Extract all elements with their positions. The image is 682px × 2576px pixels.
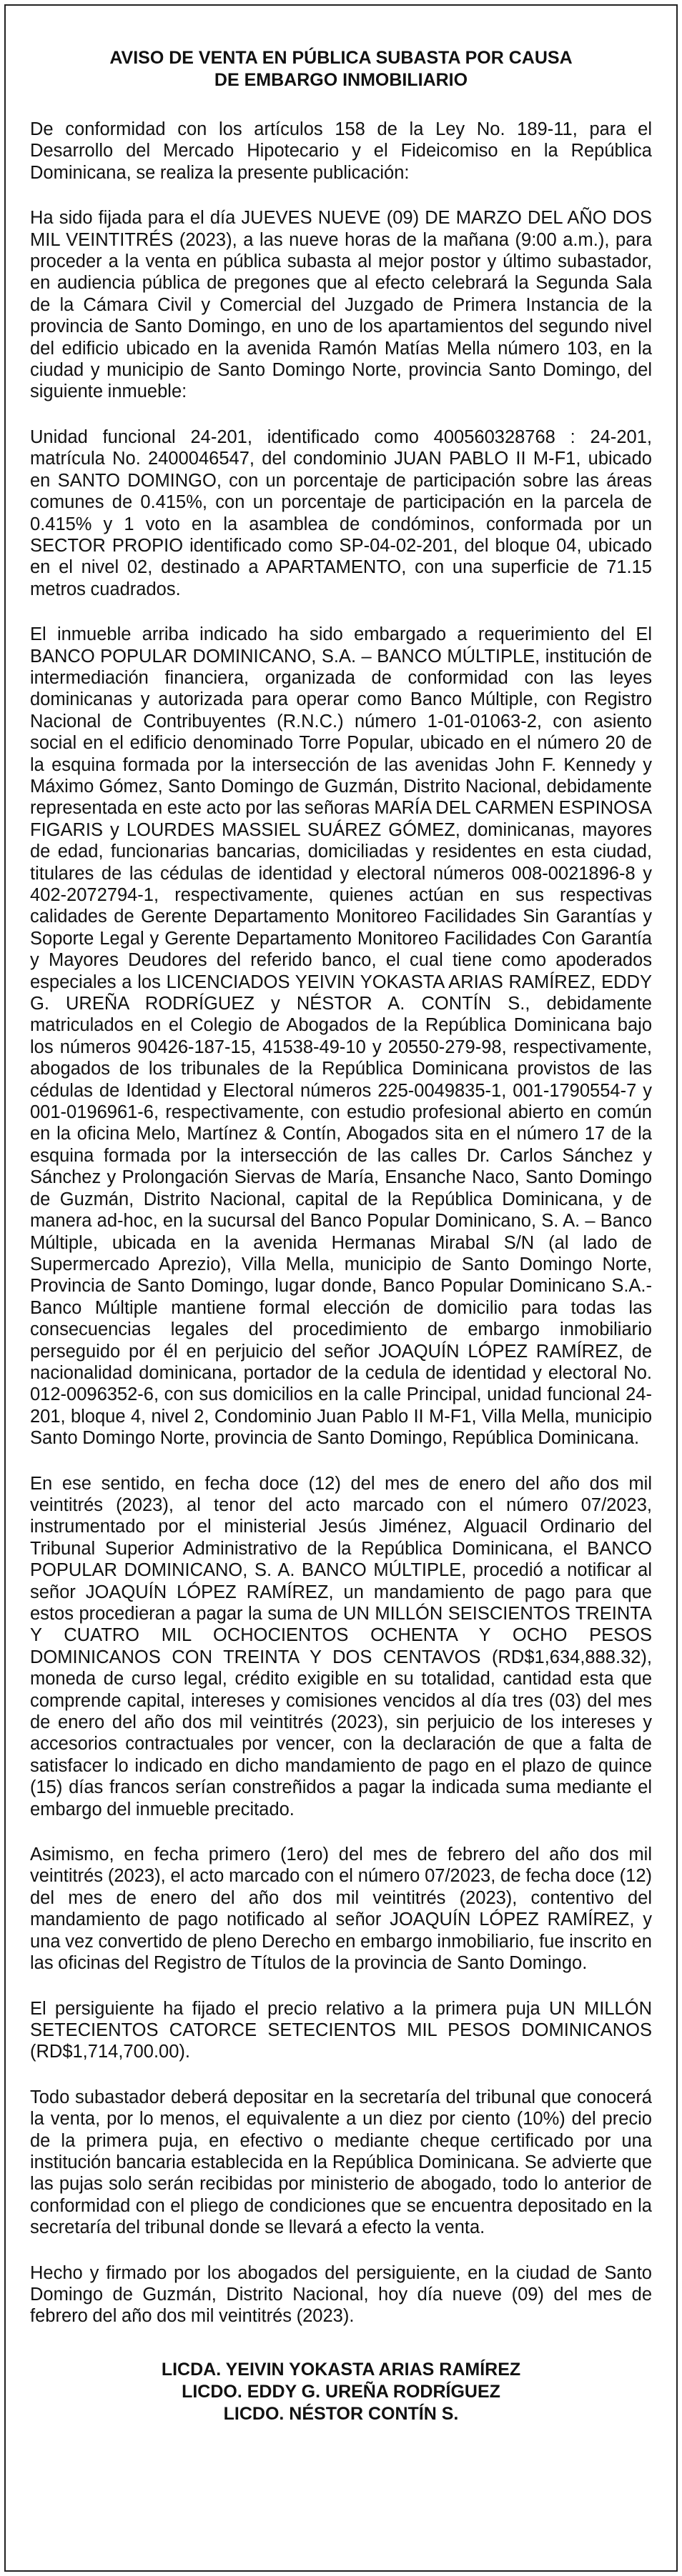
notice-title <box>30 47 652 91</box>
auction-date-paragraph: Ha sido fijada para el día JUEVES NUEVE (09) DE MARZO DEL AÑO DOS MIL VEINTITRÉS (2023), a las nueve horas de la mañana (9:00 a.m.), para proceder a la venta en pública subasta al mejor postor y último subastador, en audiencia pública de pregones que al efecto celebrará la Segunda Sala de la Cámara Civil y Comercial del Juzgado de Primera Instancia de la provincia de Santo Domingo, en uno de los apartamientos del segundo nivel del edificio ubicado en la avenida Ramón Matías Mella número 103, en la ciudad y municipio de Santo Domingo Norte, provincia Santo Domingo, del siguiente inmueble: <box>30 208 652 402</box>
signed-paragraph: Hecho y firmado por los abogados del persiguiente, en la ciudad de Santo Domingo de Guzmán, Distrito Nacional, hoy día nueve (09) del mes de febrero del año dos mil veintitrés (2023). <box>30 2262 652 2327</box>
signature-line-1: LICDA. YEIVIN YOKASTA ARIAS RAMÍREZ <box>161 2359 521 2380</box>
signature-line-2: LICDO. EDDY G. UREÑA RODRÍGUEZ <box>182 2381 500 2402</box>
notice-title-line-2: DE EMBARGO INMOBILIARIO <box>214 70 468 90</box>
first-bid-price-paragraph: El persiguiente ha fijado el precio relativo a la primera puja UN MILLÓN SETECIENTOS CATORCE SETECIENTOS MIL PESOS DOMINICANOS (RD$1,714,700.00). <box>30 1998 652 2062</box>
registration-paragraph: Asimismo, en fecha primero (1ero) del mes de febrero del año dos mil veintitrés (2023), el acto marcado con el número 07/2023, de fecha doce (12) del mes de enero del año dos mil veintitrés (2023), contentivo del mandamiento de pago notificado al señor JOAQUÍN LÓPEZ RAMÍREZ, y una vez convertido de pleno Derecho en embargo inmobiliario, fue inscrito en las oficinas del Registro de Títulos de la provincia de Santo Domingo. <box>30 1844 652 1974</box>
deposit-requirement-paragraph: Todo subastador deberá depositar en la secretaría del tribunal que conocerá la venta, por lo menos, el equivalente a un diez por ciento (10%) del precio de la primera puja, en efectivo o mediante cheque certificado por una institución bancaria establecida en la República Dominicana. Se advierte que las pujas solo serán recibidas por ministerio de abogado, todo lo anterior de conformidad con el pliego de condiciones que se encuentra depositado en la secretaría del tribunal donde se llevará a efecto la venta. <box>30 2087 652 2238</box>
signature-block <box>30 2359 652 2425</box>
intro-paragraph: De conformidad con los artículos 158 de la Ley No. 189-11, para el Desarrollo del Mercado Hipotecario y el Fideicomiso en la República Dominicana, se realiza la presente publicación: <box>30 119 652 183</box>
property-description-paragraph: Unidad funcional 24-201, identificado como 400560328768 : 24-201, matrícula No. 2400046547, del condominio JUAN PABLO II M-F1, ubicado en SANTO DOMINGO, con un porcentaje de participación sobre las áreas comunes de 0.415%, con un porcentaje de participación en la parcela de 0.415% y 1 voto en la asamblea de condóminos, conformada por un SECTOR PROPIO identificado como SP-04-02-201, del bloque 04, ubicado en el nivel 02, destinado a APARTAMENTO, con una superficie de 71.15 metros cuadrados. <box>30 426 652 599</box>
signature-line-3: LICDO. NÉSTOR CONTÍN S. <box>223 2403 459 2424</box>
payment-order-paragraph: En ese sentido, en fecha doce (12) del mes de enero del año dos mil veintitrés (2023), al tenor del acto marcado con el número 07/2023, instrumentado por el ministerial Jesús Jiménez, Alguacil Ordinario del Tribunal Superior Administrativo de la República Dominicana, el BANCO POPULAR DOMINICANO, S. A. BANCO MÚLTIPLE, procedió a notificar al señor JOAQUÍN LÓPEZ RAMÍREZ, un mandamiento de pago para que estos procedieran a pagar la suma de UN MILLÓN SEISCIENTOS TREINTA Y CUATRO MIL OCHOCIENTOS OCHENTA Y OCHO PESOS DOMINICANOS CON TREINTA Y DOS CENTAVOS (RD$1,634,888.32), moneda de curso legal, crédito exigible en su totalidad, cantidad esta que comprende capital, intereses y comisiones vencidos al día tres (03) del mes de enero del año dos mil veintitrés (2023), sin perjuicio de los intereses y accesorios contractuales por vencer, con la declaración de que a falta de satisfacer lo indicado en dicho mandamiento de pago en el plazo de quince (15) días francos serían constreñidos a pagar la indicada suma mediante el embargo del inmueble precitado. <box>30 1473 652 1819</box>
notice-title-line-1: AVISO DE VENTA EN PÚBLICA SUBASTA POR CAUSA <box>109 48 573 68</box>
seizure-details-paragraph: El inmueble arriba indicado ha sido embargado a requerimiento del El BANCO POPULAR DOMINICANO, S.A. – BANCO MÚLTIPLE, institución de intermediación financiera, organizada de conformidad con las leyes dominicanas y autorizada para operar como Banco Múltiple, con Registro Nacional de Contribuyentes (R.N.C.) número 1-01-01063-2, con asiento social en el edificio denominado Torre Popular, ubicado en el número 20 de la esquina formada por la intersección de las avenidas John F. Kennedy y Máximo Gómez, Santo Domingo de Guzmán, Distrito Nacional, debidamente representada en este acto por las señoras MARÍA DEL CARMEN ESPINOSA FIGARIS y LOURDES MASSIEL SUÁREZ GÓMEZ, dominicanas, mayores de edad, funcionarias bancarias, domiciliadas y residentes en esta ciudad, titulares de las cédulas de identidad y electoral números 008-0021896-8 y 402-2072794-1, respectivamente, quienes actúan en sus respectivas calidades de Gerente Departamento Monitoreo Facilidades Sin Garantías y Soporte Legal y Gerente Departamento Monitoreo Facilidades Con Garantía y Mayores Deudores del referido banco, el cual tiene como apoderados especiales a los LICENCIADOS YEIVIN YOKASTA ARIAS RAMÍREZ, EDDY G. UREÑA RODRÍGUEZ y NÉSTOR A. CONTÍN S., debidamente matriculados en el Colegio de Abogados de la República Dominicana bajo los números 90426-187-15, 41538-49-10 y 20550-279-98, respectivamente, abogados de los tribunales de la República Dominicana provistos de las cédulas de Identidad y Electoral números 225-0049835-1, 001-1790554-7 y 001-0196961-6, respectivamente, con estudio profesional abierto en común en la oficina Melo, Martínez & Contín, Abogados sita en el número 17 de la esquina formada por la intersección de las calles Dr. Carlos Sánchez y Sánchez y Prolongación Siervas de María, Ensanche Naco, Santo Domingo de Guzmán, Distrito Nacional, capital de la República Dominicana, y de manera ad-hoc, en la sucursal del Banco Popular Dominicano, S. A. – Banco Múltiple, ubicada en la avenida Hermanas Mirabal S/N (al lado de Supermercado Aprezio), Villa Mella, municipio de Santo Domingo Norte, Provincia de Santo Domingo, lugar donde, Banco Popular Dominicano S.A.- Banco Múltiple mantiene formal elección de domicilio para todas las consecuencias legales del procedimiento de embargo inmobiliario perseguido por él en perjuicio del señor JOAQUÍN LÓPEZ RAMÍREZ, de nacionalidad dominicana, portador de la cedula de identidad y electoral No. 012-0096352-6, con sus domicilios en la calle Principal, unidad funcional 24-201, bloque 4, nivel 2, Condominio Juan Pablo II M-F1, Villa Mella, municipio Santo Domingo Norte, provincia de Santo Domingo, República Dominicana. <box>30 624 652 1449</box>
